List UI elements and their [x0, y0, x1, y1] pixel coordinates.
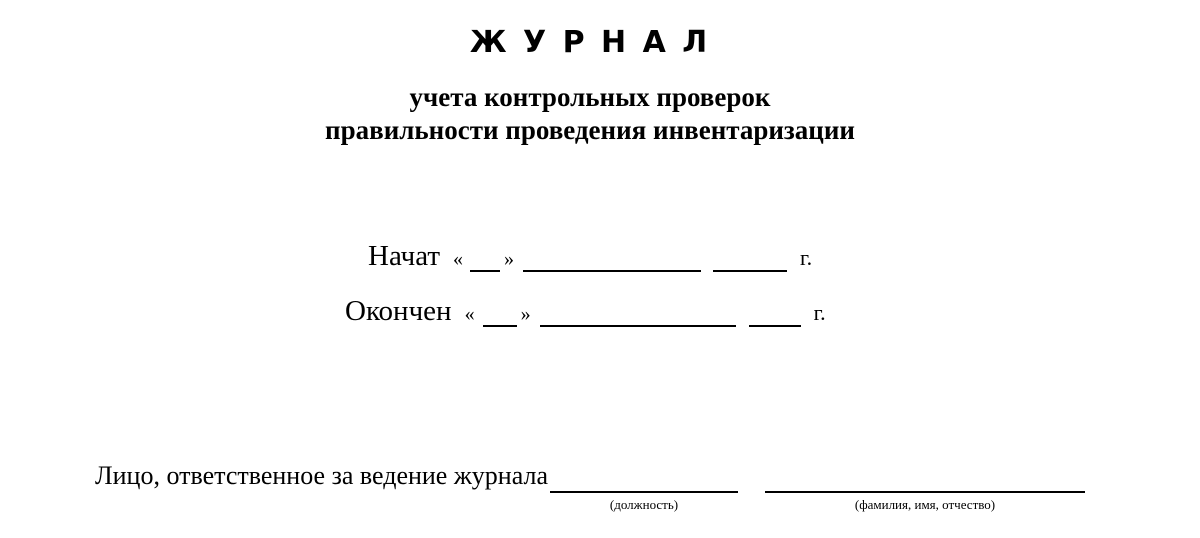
started-open-quote: « — [453, 248, 464, 270]
responsible-person-label: Лицо, ответственное за ведение журнала — [95, 461, 549, 490]
finished-year-suffix: г. — [813, 300, 826, 325]
started-date-row — [368, 241, 812, 273]
started-day-field[interactable] — [470, 250, 500, 272]
finished-day-field[interactable] — [483, 305, 517, 327]
finished-label: Окончен — [345, 295, 452, 327]
page-subtitle-line2: правильности проведения инвентаризации — [325, 115, 855, 145]
page-title: Ж У Р Н А Л — [469, 25, 711, 60]
finished-close-quote: » — [520, 303, 531, 325]
started-month-field[interactable] — [523, 250, 701, 272]
finished-year-field[interactable] — [749, 305, 801, 327]
finished-month-field[interactable] — [540, 305, 736, 327]
started-label: Начат — [368, 240, 441, 272]
position-caption: (должность) — [609, 497, 679, 512]
finished-date-row — [345, 296, 826, 328]
responsible-position-field[interactable] — [550, 469, 738, 493]
started-close-quote: » — [504, 248, 515, 270]
page-subtitle-line1: учета контрольных проверок — [409, 82, 771, 112]
started-year-suffix: г. — [800, 245, 813, 270]
name-caption: (фамилия, имя, отчество) — [854, 497, 996, 512]
finished-open-quote: « — [464, 303, 475, 325]
responsible-name-field[interactable] — [765, 469, 1085, 493]
started-year-field[interactable] — [713, 250, 787, 272]
